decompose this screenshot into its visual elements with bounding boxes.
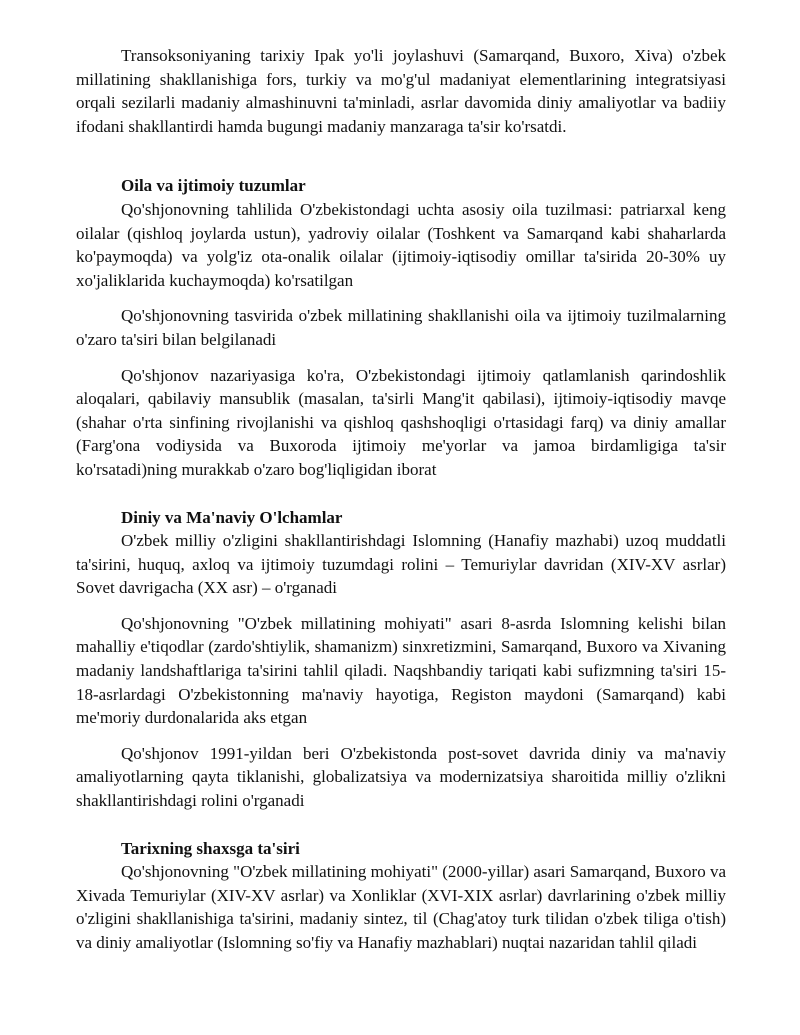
paragraph-timurid-khanate: Qo'shjonovning "O'zbek millatining mohiyati" (2000-yillar) asari Samarqand, Buxoro va Xivada Temuriylar (XIV-XV asrlar) va Xonliklar (XVI-XIX asrlar) davrlarining o'zbek milliy o'zligini shakllanishiga ta'sirini, madaniy sintez, til (Chag'atoy turk tilidan o'zbek tiliga o'tish) va diniy amaliyotlar (Islomning so'fiy va Hanafiy mazhablari) nuqtai nazaridan tahlil qiladi xyxy=(76,862,726,952)
heading-religious-spiritual: Diniy va Ma'naviy O'lchamlar xyxy=(121,507,343,527)
document-page xyxy=(76,44,726,955)
heading-history-personality: Tarixning shaxsga ta'siri xyxy=(121,838,300,858)
paragraph-islam-influence: O'zbek milliy o'zligini shakllantirishdagi Islomning (Hanafiy mazhabi) uzoq muddatli ta'sirini, huquq, axloq va ijtimoiy tuzumdagi rolini – Temuriylar davridan (XIV-XV asrlar) Sovet davrigacha (XX asr) – o'rganadi xyxy=(76,531,726,598)
heading-family-social: Oila va ijtimoiy tuzumlar xyxy=(121,176,306,196)
paragraph-social-stratification: Qo'shjonov nazariyasiga ko'ra, O'zbekistondagi ijtimoiy qatlamlanish qarindoshlik aloqalari, qabilaviy mansublik (masalan, ta'sirli Mang'it qabilasi), ijtimoiy-iqtisodiy mavqe (shahar o'rta sinfining rivojlanishi va qishloq qashshoqligi o'rtasidagi farq) va diniy amallar (Farg'ona vodiysida va Buxoroda ijtimoiy me'yorlar va jamoa birdamligiga ta'sir ko'rsatadi)ning murakkab o'zaro bog'liqligidan iborat xyxy=(76,365,726,479)
paragraph-silk-road: Transoksoniyaning tarixiy Ipak yo'li joylashuvi (Samarqand, Buxoro, Xiva) o'zbek millatining shakllanishiga fors, turkiy va mo'g'ul madaniyat elementlarining integratsiyasi orqali sezilarli madaniy almashinuvni ta'minladi, asrlar davomida diniy amaliyotlar va badiiy ifodani shakllantirdi hamda bugungi madaniy manzaraga ta'sir ko'rsatdi. xyxy=(76,46,726,136)
paragraph-family-structures: Qo'shjonovning tahlilida O'zbekistondagi uchta asosiy oila tuzilmasi: patriarxal keng oilalar (qishloq joylarda ustun), yadroviy oilalar (Toshkent va Samarqand kabi shaharlarda ko'paymoqda) va yolg'iz ota-onalik oilalar (ijtimoiy-iqtisodiy omillar ta'sirida 20-30% uy xo'jaliklarida kuchaymoqda) ko'rsatilgan xyxy=(76,199,726,290)
paragraph-syncretism: Qo'shjonovning "O'zbek millatining mohiyati" asari 8-asrda Islomning kelishi bilan mahalliy e'tiqodlar (zardo'shtiylik, shamanizm) sinxretizmini, Samarqand, Buxoro va Xivaning madaniy landshaftlariga ta'sirini tahlil qiladi. Naqshbandiy tariqati kabi sufizmning ta'siri 15-18-asrlardagi O'zbekistonning ma'naviy hayotiga, Registon maydoni (Samarqand) kabi me'moriy durdonalarida aks etgan xyxy=(76,613,726,728)
paragraph-family-interaction: Qo'shjonovning tasvirida o'zbek millatining shakllanishi oila va ijtimoiy tuzilmalarning o'zaro ta'siri bilan belgilanadi xyxy=(76,306,726,349)
paragraph-post-soviet: Qo'shjonov 1991-yildan beri O'zbekistonda post-sovet davrida diniy va ma'naviy amaliyotlarning qayta tiklanishi, globalizatsiya va modernizatsiya sharoitida milliy o'zlikni shakllantirishdagi rolini o'rganadi xyxy=(76,743,726,811)
